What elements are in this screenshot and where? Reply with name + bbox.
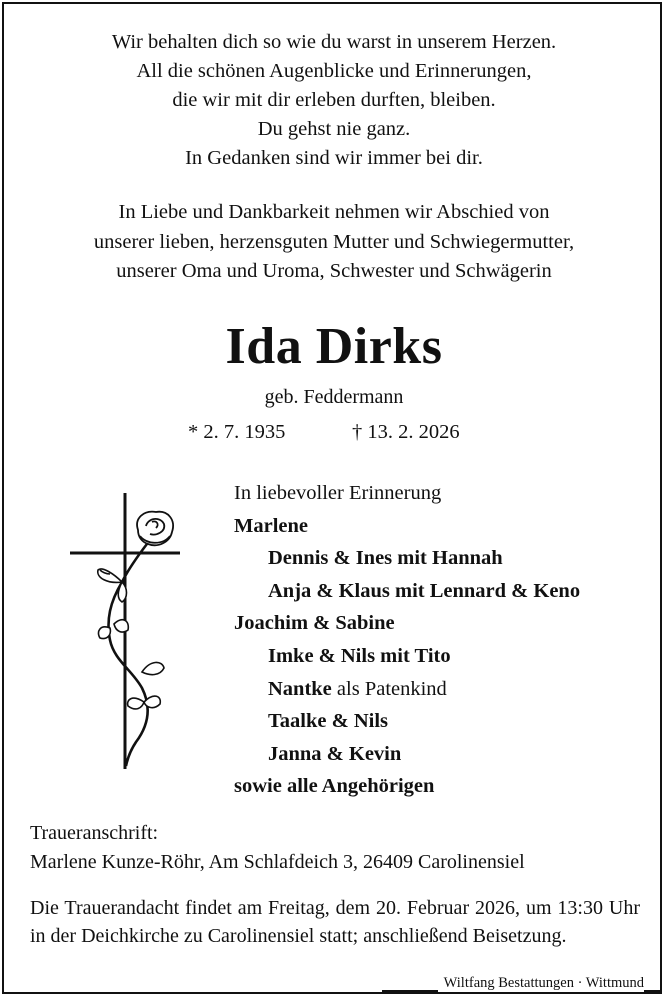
intro-line: In Liebe und Dankbarkeit nehmen wir Abschied von	[118, 201, 550, 223]
service-text: Die Trauerandacht findet am Freitag, dem 20. Februar 2026, um 13:30 Uhr in der Deichkirche zu Carolinensiel statt; anschließend Beisetzung.	[30, 897, 640, 947]
address-label: Traueranschrift:	[30, 822, 159, 844]
mourner-name: Anja & Klaus mit Lennard & Keno	[268, 579, 581, 602]
deceased-name: Ida Dirks	[225, 318, 443, 375]
poem-line: Du gehst nie ganz.	[257, 118, 411, 140]
mourner-entry	[234, 542, 580, 575]
service-info	[30, 894, 640, 950]
mourner-name: Taalke & Nils	[268, 710, 388, 733]
mourner-entry	[234, 575, 580, 608]
mourner-name: Joachim & Sabine	[234, 612, 395, 635]
mourner-entry	[234, 770, 580, 803]
mourners-list	[234, 477, 580, 803]
mourner-entry	[234, 705, 580, 738]
poem-line: Wir behalten dich so wie du warst in unserem Herzen.	[111, 31, 557, 53]
intro-line: unserer Oma und Uroma, Schwester und Schwägerin	[116, 260, 552, 282]
mourner-name: Janna & Kevin	[268, 742, 402, 765]
mourning-address	[30, 819, 525, 877]
mourner-entry	[234, 640, 580, 673]
address-value: Marlene Kunze-Röhr, Am Schlafdeich 3, 26409 Carolinensiel	[30, 851, 525, 873]
mourner-entry	[234, 607, 580, 640]
intro-line: unserer lieben, herzensguten Mutter und Schwiegermutter,	[93, 230, 575, 253]
mourner-name: sowie alle Angehörigen	[234, 775, 435, 798]
maiden-name: geb. Feddermann	[264, 386, 404, 408]
mourner-name: Dennis & Ines mit Hannah	[268, 547, 503, 570]
birth-date: * 2. 7. 1935	[188, 421, 286, 443]
mourner-entry	[234, 673, 580, 706]
poem	[0, 28, 668, 173]
undertaker-credit: Wiltfang Bestattungen · Wittmund	[438, 974, 644, 992]
mourner-name: Imke & Nils mit Tito	[268, 644, 451, 667]
farewell-intro	[0, 198, 668, 287]
mourner-note: als Patenkind	[331, 677, 447, 700]
mourner-entry	[234, 738, 580, 771]
mourner-name: Marlene	[234, 514, 308, 537]
death-date: † 13. 2. 2026	[352, 421, 460, 443]
poem-line: All die schönen Augenblicke und Erinnerungen,	[136, 60, 532, 82]
mourners-heading: In liebevoller Erinnerung	[234, 482, 442, 504]
cross-with-rose-icon	[66, 490, 186, 775]
poem-line: die wir mit dir erleben durften, bleiben.	[172, 89, 496, 111]
mourner-entry	[234, 510, 580, 543]
mourner-name: Nantke	[268, 677, 332, 700]
poem-line: In Gedanken sind wir immer bei dir.	[185, 147, 483, 169]
